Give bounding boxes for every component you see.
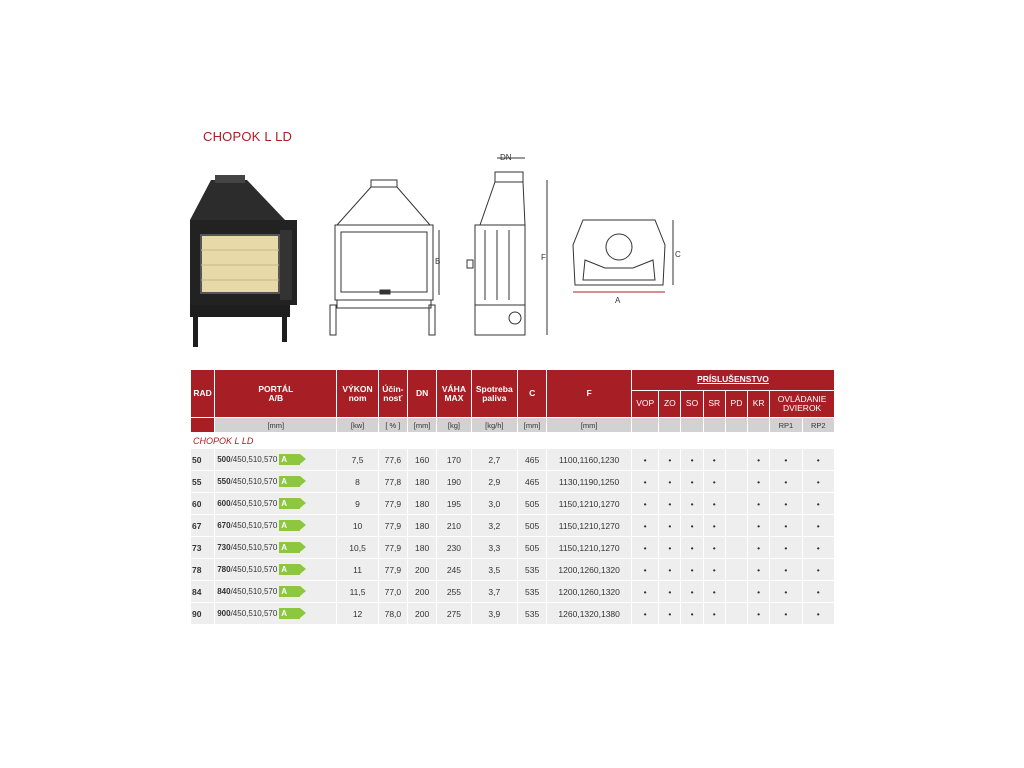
fireplace-render bbox=[190, 175, 297, 347]
energy-class-badge bbox=[279, 520, 300, 531]
cell-sr: • bbox=[704, 515, 725, 536]
cell-spotreba: 3,2 bbox=[472, 515, 517, 536]
energy-class-badge bbox=[279, 608, 300, 619]
cell-f: 1260,1320,1380 bbox=[547, 603, 631, 624]
portal-a: 900 bbox=[217, 608, 231, 618]
portal-b: /450,510,570 bbox=[230, 454, 278, 464]
plan-view bbox=[573, 220, 673, 292]
units-row bbox=[191, 418, 834, 432]
cell-so: • bbox=[681, 581, 702, 602]
cell-pd bbox=[726, 493, 747, 514]
unit-sr bbox=[704, 418, 725, 432]
cell-so: • bbox=[681, 471, 702, 492]
cell-so: • bbox=[681, 603, 702, 624]
cell-spotreba: 2,9 bbox=[472, 471, 517, 492]
cell-rp2: • bbox=[803, 581, 834, 602]
cell-rad: 73 bbox=[191, 537, 214, 558]
section-label: CHOPOK L LD bbox=[191, 433, 834, 448]
cell-ucinnost: 77,9 bbox=[379, 493, 407, 514]
portal-a: 840 bbox=[217, 586, 231, 596]
cell-zo: • bbox=[659, 537, 680, 558]
cell-portal bbox=[215, 515, 336, 536]
cell-vop: • bbox=[632, 581, 658, 602]
dim-label-a: A bbox=[615, 296, 621, 305]
header-so: SO bbox=[681, 391, 702, 417]
cell-rad: 60 bbox=[191, 493, 214, 514]
cell-portal bbox=[215, 493, 336, 514]
cell-rp2: • bbox=[803, 537, 834, 558]
unit-so bbox=[681, 418, 702, 432]
cell-spotreba: 3,0 bbox=[472, 493, 517, 514]
energy-class-badge bbox=[279, 476, 300, 487]
unit-vaha: [kg] bbox=[437, 418, 470, 432]
cell-c: 505 bbox=[518, 515, 546, 536]
cell-rp1: • bbox=[770, 493, 801, 514]
table-row bbox=[191, 537, 834, 558]
cell-pd bbox=[726, 449, 747, 470]
unit-vop bbox=[632, 418, 658, 432]
unit-rad bbox=[191, 418, 214, 432]
cell-f: 1100,1160,1230 bbox=[547, 449, 631, 470]
header-dn: DN bbox=[408, 370, 436, 417]
cell-ucinnost: 78,0 bbox=[379, 603, 407, 624]
unit-pd bbox=[726, 418, 747, 432]
cell-ucinnost: 77,9 bbox=[379, 559, 407, 580]
unit-c: [mm] bbox=[518, 418, 546, 432]
cell-kr: • bbox=[748, 449, 769, 470]
unit-rp1: RP1 bbox=[770, 418, 801, 432]
cell-kr: • bbox=[748, 493, 769, 514]
cell-vop: • bbox=[632, 493, 658, 514]
cell-rp2: • bbox=[803, 559, 834, 580]
header-prislusenstvo: PRÍSLUŠENSTVO bbox=[632, 370, 834, 390]
portal-b: /450,510,570 bbox=[230, 498, 278, 508]
cell-dn: 180 bbox=[408, 515, 436, 536]
dim-label-dn: DN bbox=[500, 153, 512, 162]
unit-kr bbox=[748, 418, 769, 432]
header-ucinnost: Účin- nosť bbox=[379, 370, 407, 417]
spec-table bbox=[190, 369, 835, 625]
cell-pd bbox=[726, 581, 747, 602]
energy-class-label: A bbox=[281, 521, 288, 531]
cell-rp1: • bbox=[770, 471, 801, 492]
table-row bbox=[191, 493, 834, 514]
cell-spotreba: 3,9 bbox=[472, 603, 517, 624]
cell-ucinnost: 77,9 bbox=[379, 515, 407, 536]
cell-rp2: • bbox=[803, 603, 834, 624]
portal-a: 670 bbox=[217, 520, 231, 530]
cell-vaha: 255 bbox=[437, 581, 470, 602]
front-elevation bbox=[330, 180, 439, 335]
cell-spotreba: 3,7 bbox=[472, 581, 517, 602]
cell-spotreba: 2,7 bbox=[472, 449, 517, 470]
cell-vaha: 170 bbox=[437, 449, 470, 470]
cell-portal bbox=[215, 581, 336, 602]
unit-rp2: RP2 bbox=[803, 418, 834, 432]
cell-spotreba: 3,3 bbox=[472, 537, 517, 558]
cell-rp2: • bbox=[803, 449, 834, 470]
table-row bbox=[191, 559, 834, 580]
table-header-row bbox=[191, 370, 834, 390]
table-row bbox=[191, 515, 834, 536]
portal-a: 730 bbox=[217, 542, 231, 552]
cell-sr: • bbox=[704, 493, 725, 514]
cell-vaha: 275 bbox=[437, 603, 470, 624]
cell-rad: 50 bbox=[191, 449, 214, 470]
cell-zo: • bbox=[659, 515, 680, 536]
portal-b: /450,510,570 bbox=[230, 520, 278, 530]
cell-dn: 200 bbox=[408, 603, 436, 624]
cell-rp1: • bbox=[770, 515, 801, 536]
cell-zo: • bbox=[659, 449, 680, 470]
side-elevation bbox=[467, 158, 547, 335]
cell-kr: • bbox=[748, 581, 769, 602]
cell-zo: • bbox=[659, 581, 680, 602]
cell-ucinnost: 77,6 bbox=[379, 449, 407, 470]
table-row bbox=[191, 603, 834, 624]
cell-vykon: 12 bbox=[337, 603, 377, 624]
cell-vaha: 230 bbox=[437, 537, 470, 558]
cell-spotreba: 3,5 bbox=[472, 559, 517, 580]
cell-vaha: 195 bbox=[437, 493, 470, 514]
cell-f: 1200,1260,1320 bbox=[547, 559, 631, 580]
portal-a: 550 bbox=[217, 476, 231, 486]
cell-so: • bbox=[681, 493, 702, 514]
cell-rp1: • bbox=[770, 603, 801, 624]
cell-vop: • bbox=[632, 537, 658, 558]
cell-c: 535 bbox=[518, 581, 546, 602]
cell-c: 505 bbox=[518, 537, 546, 558]
header-zo: ZO bbox=[659, 391, 680, 417]
cell-f: 1150,1210,1270 bbox=[547, 537, 631, 558]
cell-vaha: 245 bbox=[437, 559, 470, 580]
cell-rad: 78 bbox=[191, 559, 214, 580]
product-title: CHOPOK L LD bbox=[203, 129, 293, 144]
cell-sr: • bbox=[704, 581, 725, 602]
cell-sr: • bbox=[704, 603, 725, 624]
energy-class-badge bbox=[279, 498, 300, 509]
energy-class-label: A bbox=[281, 609, 288, 619]
cell-vaha: 210 bbox=[437, 515, 470, 536]
cell-kr: • bbox=[748, 471, 769, 492]
technical-drawings bbox=[185, 150, 705, 350]
cell-rad: 67 bbox=[191, 515, 214, 536]
cell-vop: • bbox=[632, 515, 658, 536]
cell-kr: • bbox=[748, 603, 769, 624]
unit-zo bbox=[659, 418, 680, 432]
cell-dn: 180 bbox=[408, 471, 436, 492]
cell-zo: • bbox=[659, 471, 680, 492]
header-vop: VOP bbox=[632, 391, 658, 417]
cell-rp1: • bbox=[770, 537, 801, 558]
header-ovladanie: OVLÁDANIE DVIEROK bbox=[770, 391, 834, 417]
unit-vykon: [kw] bbox=[337, 418, 377, 432]
cell-vop: • bbox=[632, 449, 658, 470]
energy-class-label: A bbox=[281, 565, 288, 575]
energy-class-label: A bbox=[281, 499, 288, 509]
cell-f: 1150,1210,1270 bbox=[547, 493, 631, 514]
portal-b: /450,510,570 bbox=[230, 542, 278, 552]
unit-f: [mm] bbox=[547, 418, 631, 432]
portal-b: /450,510,570 bbox=[230, 476, 278, 486]
cell-so: • bbox=[681, 449, 702, 470]
cell-zo: • bbox=[659, 559, 680, 580]
cell-so: • bbox=[681, 559, 702, 580]
cell-vykon: 10,5 bbox=[337, 537, 377, 558]
cell-sr: • bbox=[704, 449, 725, 470]
cell-vykon: 11,5 bbox=[337, 581, 377, 602]
energy-class-badge bbox=[279, 542, 300, 553]
energy-class-label: A bbox=[281, 477, 288, 487]
header-vaha: VÁHA MAX bbox=[437, 370, 470, 417]
cell-dn: 160 bbox=[408, 449, 436, 470]
cell-portal bbox=[215, 449, 336, 470]
cell-dn: 200 bbox=[408, 559, 436, 580]
cell-c: 535 bbox=[518, 559, 546, 580]
cell-vaha: 190 bbox=[437, 471, 470, 492]
cell-sr: • bbox=[704, 559, 725, 580]
cell-ucinnost: 77,9 bbox=[379, 537, 407, 558]
cell-pd bbox=[726, 471, 747, 492]
energy-class-badge bbox=[279, 454, 300, 465]
portal-a: 600 bbox=[217, 498, 231, 508]
dim-label-f: F bbox=[541, 253, 546, 262]
energy-class-label: A bbox=[281, 587, 288, 597]
cell-portal bbox=[215, 559, 336, 580]
header-c: C bbox=[518, 370, 546, 417]
dim-label-b: B bbox=[435, 257, 441, 266]
cell-vykon: 7,5 bbox=[337, 449, 377, 470]
cell-portal bbox=[215, 537, 336, 558]
cell-vop: • bbox=[632, 603, 658, 624]
header-spotreba: Spotreba paliva bbox=[472, 370, 517, 417]
cell-pd bbox=[726, 559, 747, 580]
portal-b: /450,510,570 bbox=[230, 564, 278, 574]
section-row bbox=[191, 433, 834, 448]
cell-zo: • bbox=[659, 493, 680, 514]
cell-ucinnost: 77,8 bbox=[379, 471, 407, 492]
cell-f: 1130,1190,1250 bbox=[547, 471, 631, 492]
cell-c: 465 bbox=[518, 449, 546, 470]
header-portal: PORTÁL A/B bbox=[215, 370, 336, 417]
cell-kr: • bbox=[748, 537, 769, 558]
header-vykon: VÝKON nom bbox=[337, 370, 377, 417]
portal-a: 500 bbox=[217, 454, 231, 464]
cell-dn: 180 bbox=[408, 493, 436, 514]
header-kr: KR bbox=[748, 391, 769, 417]
unit-ucin: [ % ] bbox=[379, 418, 407, 432]
table-row bbox=[191, 471, 834, 492]
cell-pd bbox=[726, 603, 747, 624]
cell-f: 1150,1210,1270 bbox=[547, 515, 631, 536]
cell-vop: • bbox=[632, 559, 658, 580]
cell-rp1: • bbox=[770, 581, 801, 602]
cell-vykon: 11 bbox=[337, 559, 377, 580]
cell-c: 465 bbox=[518, 471, 546, 492]
header-rad: RAD bbox=[191, 370, 214, 417]
cell-so: • bbox=[681, 537, 702, 558]
cell-kr: • bbox=[748, 515, 769, 536]
cell-rp2: • bbox=[803, 471, 834, 492]
portal-a: 780 bbox=[217, 564, 231, 574]
spec-table-container bbox=[190, 369, 835, 625]
cell-sr: • bbox=[704, 471, 725, 492]
cell-portal bbox=[215, 603, 336, 624]
cell-rp2: • bbox=[803, 493, 834, 514]
cell-vop: • bbox=[632, 471, 658, 492]
cell-kr: • bbox=[748, 559, 769, 580]
cell-so: • bbox=[681, 515, 702, 536]
cell-sr: • bbox=[704, 537, 725, 558]
cell-c: 505 bbox=[518, 493, 546, 514]
cell-vykon: 10 bbox=[337, 515, 377, 536]
cell-dn: 200 bbox=[408, 581, 436, 602]
portal-b: /450,510,570 bbox=[230, 608, 278, 618]
cell-vykon: 9 bbox=[337, 493, 377, 514]
cell-vykon: 8 bbox=[337, 471, 377, 492]
unit-portal: [mm] bbox=[215, 418, 336, 432]
energy-class-badge bbox=[279, 564, 300, 575]
unit-spotreba: [kg/h] bbox=[472, 418, 517, 432]
table-row bbox=[191, 449, 834, 470]
cell-ucinnost: 77,0 bbox=[379, 581, 407, 602]
cell-pd bbox=[726, 515, 747, 536]
cell-rad: 84 bbox=[191, 581, 214, 602]
dim-label-c: C bbox=[675, 250, 681, 259]
cell-rp2: • bbox=[803, 515, 834, 536]
header-pd: PD bbox=[726, 391, 747, 417]
cell-c: 535 bbox=[518, 603, 546, 624]
unit-dn: [mm] bbox=[408, 418, 436, 432]
cell-portal bbox=[215, 471, 336, 492]
header-f: F bbox=[547, 370, 631, 417]
cell-f: 1200,1260,1320 bbox=[547, 581, 631, 602]
cell-pd bbox=[726, 537, 747, 558]
header-sr: SR bbox=[704, 391, 725, 417]
energy-class-label: A bbox=[281, 455, 288, 465]
cell-zo: • bbox=[659, 603, 680, 624]
cell-rp1: • bbox=[770, 559, 801, 580]
energy-class-badge bbox=[279, 586, 300, 597]
portal-b: /450,510,570 bbox=[230, 586, 278, 596]
table-row bbox=[191, 581, 834, 602]
cell-rad: 90 bbox=[191, 603, 214, 624]
cell-rp1: • bbox=[770, 449, 801, 470]
energy-class-label: A bbox=[281, 543, 288, 553]
cell-dn: 180 bbox=[408, 537, 436, 558]
cell-rad: 55 bbox=[191, 471, 214, 492]
